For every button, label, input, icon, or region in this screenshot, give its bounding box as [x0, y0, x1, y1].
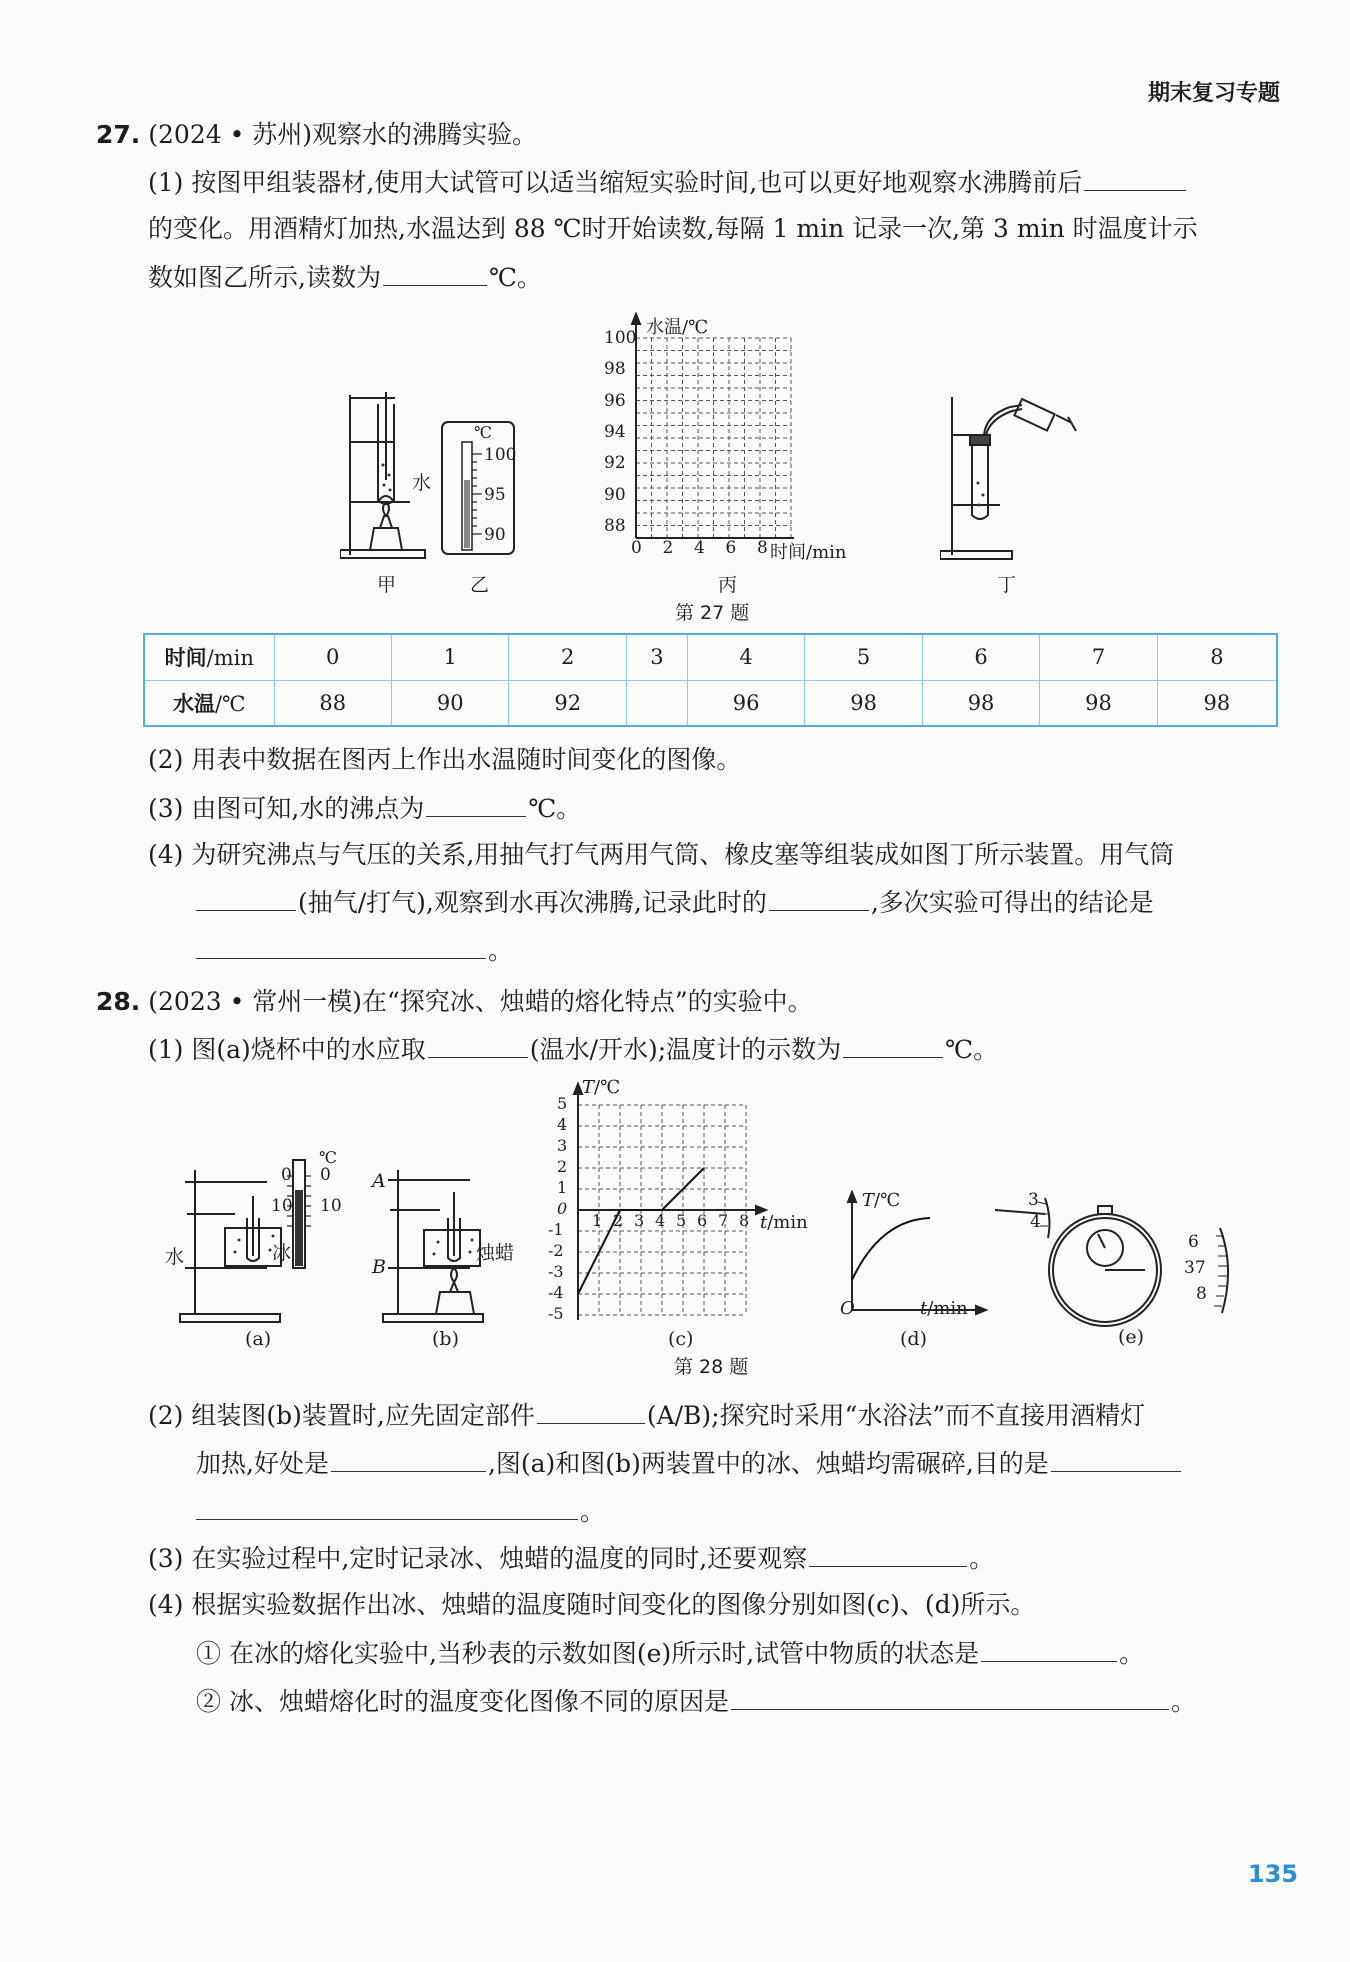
table-cell-temp: 96 — [687, 680, 804, 726]
q28-p4 — [148, 1588, 1035, 1622]
figure-ding-apparatus — [940, 395, 1090, 570]
table-cell-time: 3 — [626, 634, 687, 680]
q27-p2 — [148, 743, 741, 777]
figure-b-wax-label: 烛蜡 — [476, 1242, 515, 1264]
q28-p2-end: 。 — [580, 1497, 606, 1526]
graph-c-xtick: 3 — [634, 1211, 645, 1230]
q28-p1 — [148, 1032, 998, 1067]
graph-c-xtick: 8 — [739, 1211, 750, 1230]
graph-bing-ytick: 100 — [604, 328, 637, 348]
graph-c-ylabel-unit: /℃ — [594, 1077, 621, 1098]
q27-p4-line3 — [196, 933, 513, 968]
graph-c-ytick: 3 — [557, 1136, 568, 1155]
stopwatch-small-4: 4 — [1030, 1212, 1041, 1232]
q27-p3-unit: ℃。 — [528, 794, 582, 823]
graph-d-xlabel — [920, 1298, 968, 1319]
figure-b-label: (b) — [432, 1328, 459, 1350]
q28-p3 — [148, 1541, 994, 1576]
table-cell-time: 1 — [391, 634, 508, 680]
graph-d-xlabel-t: t — [920, 1298, 928, 1319]
thermo-yi-unit: ℃ — [474, 423, 492, 442]
figure-e-label: (e) — [1118, 1326, 1145, 1348]
q28-p1-text-a: (1) 图(a)烧杯中的水应取 — [148, 1035, 426, 1064]
q27-p4-text-b1: (抽气/打气),观察到水再次沸腾,记录此时的 — [298, 888, 767, 917]
q28-p1-text-b: (温水/开水);温度计的示数为 — [529, 1035, 842, 1064]
table-cell-time: 2 — [509, 634, 626, 680]
q28-number: 28. — [96, 987, 141, 1016]
graph-d-ylabel-unit: /℃ — [874, 1190, 901, 1211]
graph-c-xtick: 2 — [613, 1211, 624, 1230]
figure-ding-label: 丁 — [997, 574, 1017, 596]
table-cell-temp: 98 — [1040, 680, 1157, 726]
q28-p2-line2 — [196, 1446, 1183, 1481]
q27-p4-end: 。 — [488, 936, 514, 965]
q28-p4-1-text: ① 在冰的熔化实验中,当秒表的示数如图(e)所示时,试管中物质的状态是 — [196, 1639, 980, 1668]
graph-c-xlabel-unit: /min — [767, 1212, 808, 1233]
q28-blank-1[interactable] — [428, 1032, 528, 1058]
graph-c-ytick: 5 — [557, 1094, 568, 1113]
table-cell-time: 6 — [922, 634, 1039, 680]
page-number: 135 — [1247, 1860, 1298, 1888]
figure-a-ice-label: 冰 — [272, 1242, 292, 1264]
q28-p2-text-c: 加热,好处是 — [196, 1449, 329, 1478]
stopwatch-small-3: 3 — [1028, 1190, 1039, 1210]
graph-c-ylabel-t: T — [582, 1077, 595, 1098]
table-header-temp — [144, 680, 274, 726]
thermo-yi-tick-90: 90 — [484, 525, 506, 545]
table-cell-temp: 90 — [391, 680, 508, 726]
q28-p2-text-b: (A/B);探究时采用“水浴法”而不直接用酒精灯 — [646, 1401, 1146, 1430]
graph-c-xtick: 7 — [718, 1211, 729, 1230]
q28-p4-2 — [196, 1684, 1196, 1719]
q27-data-table — [143, 633, 1278, 727]
table-row-time — [144, 634, 1277, 680]
table-cell-time: 8 — [1157, 634, 1277, 680]
table-cell-temp: 88 — [274, 680, 391, 726]
thermo-yi-tick-95: 95 — [484, 485, 506, 505]
thermo-a-unit: ℃ — [319, 1148, 337, 1167]
thermo-a-right-0: 0 — [320, 1165, 331, 1185]
graph-c-xlabel-t: t — [760, 1212, 768, 1233]
graph-bing-xtick: 4 — [694, 538, 705, 558]
graph-c-ytick: -4 — [548, 1283, 564, 1302]
thermo-yi-tick-100: 100 — [484, 445, 517, 465]
graph-bing-ytick: 90 — [604, 484, 626, 505]
table-header-temp-label: 水温 — [172, 691, 215, 716]
graph-bing-xtick: 8 — [757, 538, 768, 558]
thermo-a-left-0: 0 — [281, 1165, 292, 1185]
q27-p4-text-b2: ,多次实验可得出的结论是 — [870, 888, 1154, 917]
q27-p1-line1 — [148, 165, 1188, 200]
graph-bing-ylabel: 水温/℃ — [646, 317, 709, 338]
q27-blank-2[interactable] — [383, 260, 487, 286]
stopwatch-large-37: 37 — [1184, 1258, 1206, 1278]
q28-p2-line3 — [196, 1494, 605, 1529]
figure-c-label: (c) — [668, 1328, 694, 1350]
stopwatch-large-6: 6 — [1188, 1232, 1199, 1252]
graph-bing-xlabel: 时间/min — [770, 542, 847, 563]
q28-p3-end: 。 — [969, 1544, 995, 1573]
q27-p1-text-b: 的变化。用酒精灯加热,水温达到 88 ℃时开始读数,每隔 1 min 记录一次,第 3 min 时温度计示 — [148, 214, 1198, 243]
graph-c-ytick: 0 — [557, 1199, 568, 1218]
q27-blank-3[interactable] — [426, 791, 526, 817]
q27-p4-line2 — [196, 885, 1154, 920]
figure-jia-water-label: 水 — [412, 472, 432, 494]
q28-stem: 在“探究冰、烛蜡的熔化特点”的实验中。 — [362, 987, 813, 1016]
q27-p1-text-a: (1) 按图甲组装器材,使用大试管可以适当缩短实验时间,也可以更好地观察水沸腾前后 — [148, 168, 1083, 197]
table-cell-temp: 98 — [805, 680, 922, 726]
graph-c-ytick: -5 — [548, 1304, 564, 1323]
graph-bing-ytick: 92 — [604, 453, 626, 474]
figure-jia-apparatus — [340, 390, 450, 570]
q27-p3 — [148, 791, 581, 826]
figure-bing-label: 丙 — [718, 574, 738, 596]
figure-b-label-A: A — [372, 1170, 386, 1192]
graph-bing-ytick: 98 — [604, 359, 626, 380]
q27-blank-4[interactable] — [196, 885, 296, 911]
q28-figure-caption: 第 28 题 — [674, 1356, 749, 1378]
q27-title — [96, 118, 537, 152]
q27-p3-text: (3) 由图可知,水的沸点为 — [148, 794, 425, 823]
q27-number: 27. — [96, 120, 141, 149]
thermo-a-left-10: 10 — [271, 1196, 293, 1216]
figure-a-label: (a) — [245, 1328, 272, 1350]
q27-p4-text-a: (4) 为研究沸点与气压的关系,用抽气打气两用气筒、橡皮塞等组装成如图丁所示装置。用气筒 — [148, 840, 1175, 869]
table-cell-temp: 98 — [922, 680, 1039, 726]
q27-p1-line3 — [148, 260, 542, 295]
q27-stem: 观察水的沸腾实验。 — [312, 120, 538, 149]
graph-c-xtick: 6 — [697, 1211, 708, 1230]
q27-figure-caption: 第 27 题 — [675, 602, 750, 624]
q28-p2-text-a: (2) 组装图(b)装置时,应先固定部件 — [148, 1401, 535, 1430]
graph-c-xlabel — [760, 1212, 808, 1233]
q28-p1-unit: ℃。 — [945, 1035, 999, 1064]
q28-p4-text: (4) 根据实验数据作出冰、烛蜡的温度随时间变化的图像分别如图(c)、(d)所示。 — [148, 1590, 1036, 1619]
graph-c-ytick: -2 — [548, 1241, 564, 1260]
table-cell-temp[interactable] — [626, 680, 687, 726]
q28-blank-3[interactable] — [537, 1398, 645, 1424]
graph-c-ytick: 2 — [557, 1157, 568, 1176]
q27-p4-line1 — [148, 838, 1174, 872]
q28-p2-line1 — [148, 1398, 1145, 1433]
q28-blank-9[interactable] — [731, 1684, 1169, 1710]
q28-blank-8[interactable] — [981, 1636, 1117, 1662]
figure-a-water-label: 水 — [165, 1246, 185, 1268]
q28-p2-text-d: ,图(a)和图(b)两装置中的冰、烛蜡均需碾碎,目的是 — [487, 1449, 1049, 1478]
graph-d-ylabel — [862, 1190, 900, 1211]
graph-bing-ytick: 94 — [604, 421, 626, 442]
graph-bing-ytick: 88 — [604, 515, 626, 536]
q28-p4-2-end: 。 — [1170, 1687, 1196, 1716]
graph-d-origin: O — [840, 1298, 855, 1319]
q27-blank-6[interactable] — [196, 933, 486, 959]
section-header: 期末复习专题 — [1147, 81, 1280, 106]
q27-p1-text-c: 数如图乙所示,读数为 — [148, 263, 381, 292]
graph-c-ytick: -1 — [548, 1220, 564, 1239]
figure-yi-label: 乙 — [470, 574, 490, 596]
graph-bing-xtick: 2 — [662, 538, 674, 558]
q28-p4-2-text: ② 冰、烛蜡熔化时的温度变化图像不同的原因是 — [196, 1687, 729, 1716]
table-header-time — [144, 634, 274, 680]
q28-title — [96, 985, 813, 1019]
q28-blank-2[interactable] — [843, 1032, 943, 1058]
table-header-time-unit: /min — [206, 646, 254, 671]
q27-source: (2024 • 苏州) — [148, 120, 313, 149]
figure-d-label: (d) — [900, 1328, 927, 1350]
q28-blank-5[interactable] — [1051, 1446, 1181, 1472]
graph-c-ytick: 1 — [557, 1178, 568, 1197]
q28-p3-text: (3) 在实验过程中,定时记录冰、烛蜡的温度的同时,还要观察 — [148, 1544, 808, 1573]
graph-c-xtick: 1 — [592, 1211, 603, 1230]
graph-c-ytick: 4 — [557, 1115, 568, 1134]
q27-blank-1[interactable] — [1084, 165, 1186, 191]
table-cell-temp: 98 — [1157, 680, 1277, 726]
graph-c-xtick: 5 — [676, 1211, 687, 1230]
q28-blank-6[interactable] — [196, 1494, 578, 1520]
table-header-time-label: 时间 — [164, 646, 207, 671]
table-cell-time: 7 — [1040, 634, 1157, 680]
graph-c-ylabel — [582, 1077, 620, 1098]
thermo-a-right-10: 10 — [320, 1196, 342, 1216]
table-row-temp — [144, 680, 1277, 726]
table-cell-time: 4 — [687, 634, 804, 680]
graph-bing-xtick: 0 — [631, 538, 642, 558]
table-cell-temp: 92 — [509, 680, 626, 726]
table-header-temp-unit: /℃ — [214, 691, 246, 716]
q28-source: (2023 • 常州一模) — [148, 987, 363, 1016]
q27-p1-line2 — [148, 212, 1198, 246]
graph-c-ytick: -3 — [548, 1262, 564, 1281]
q28-blank-4[interactable] — [331, 1446, 486, 1472]
graph-c-xtick: 4 — [655, 1211, 666, 1230]
graph-d-xlabel-unit: /min — [927, 1298, 968, 1319]
q27-p1-unit: ℃。 — [488, 263, 542, 292]
table-cell-time: 5 — [805, 634, 922, 680]
q28-blank-7[interactable] — [809, 1541, 967, 1567]
figure-b-label-B: B — [372, 1256, 386, 1278]
q27-p2-text: (2) 用表中数据在图丙上作出水温随时间变化的图像。 — [148, 745, 742, 774]
figure-c-graph — [548, 1080, 788, 1330]
figure-jia-label: 甲 — [377, 574, 397, 596]
graph-bing-xtick: 6 — [725, 538, 737, 558]
stopwatch-large-8: 8 — [1196, 1284, 1207, 1304]
q28-p4-1 — [196, 1636, 1144, 1671]
graph-bing-ytick: 96 — [604, 390, 626, 411]
q28-p4-1-end: 。 — [1119, 1639, 1145, 1668]
graph-d-ylabel-t: T — [862, 1190, 875, 1211]
q27-blank-5[interactable] — [769, 885, 869, 911]
figure-bing-graph — [598, 312, 878, 562]
table-cell-time: 0 — [274, 634, 391, 680]
